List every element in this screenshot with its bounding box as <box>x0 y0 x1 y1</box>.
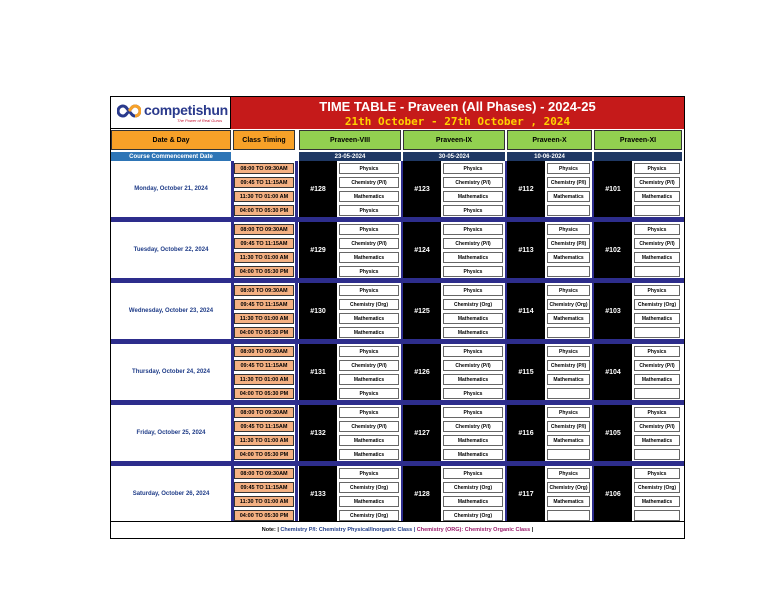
subject-cell: Mathematics <box>339 191 399 202</box>
subject-cell: Chemistry (Org) <box>547 299 590 310</box>
lecture-number: #128 <box>299 161 337 217</box>
subject-cell: Chemistry (Org) <box>634 482 680 493</box>
subject-cell: Physics <box>634 346 680 357</box>
subject-cell: Chemistry (P/I) <box>547 238 590 249</box>
subject-cell: Mathematics <box>634 191 680 202</box>
timetable-sheet <box>110 96 685 539</box>
subject-cell <box>547 388 590 399</box>
batch-start-date: 10-06-2024 <box>507 152 592 161</box>
subject-cell: Mathematics <box>547 374 590 385</box>
column-separator <box>295 283 298 339</box>
subject-cell: Mathematics <box>547 313 590 324</box>
subject-cell: Physics <box>547 407 590 418</box>
subject-cell: Physics <box>443 407 503 418</box>
lecture-number: #131 <box>299 344 337 400</box>
lecture-number: #104 <box>594 344 632 400</box>
note-chem-pi: Chemistry P/I: Chemistry Physical/Inorganic Class <box>280 527 413 533</box>
column-separator <box>295 344 298 400</box>
subject-cell: Physics <box>443 468 503 479</box>
subject-cell: Chemistry (P/I) <box>547 177 590 188</box>
subject-cell: Mathematics <box>339 374 399 385</box>
day-label: Friday, October 25, 2024 <box>136 430 206 436</box>
lecture-number: #114 <box>507 283 545 339</box>
subject-cell: Chemistry (P/I) <box>443 360 503 371</box>
subject-cell <box>634 510 680 521</box>
column-separator <box>295 405 298 461</box>
subject-cell: Chemistry (P/I) <box>547 421 590 432</box>
lecture-number: #102 <box>594 222 632 278</box>
footnote <box>111 521 684 538</box>
time-slot: 08:00 TO 09:30AM <box>234 163 294 174</box>
subject-cell: Chemistry (Org) <box>634 299 680 310</box>
time-slot: 04:00 TO 05:30 PM <box>234 449 294 460</box>
subject-cell: Chemistry (Org) <box>443 299 503 310</box>
time-slot: 09:45 TO 11:15AM <box>234 177 294 188</box>
subject-cell: Mathematics <box>634 252 680 263</box>
lecture-number: #127 <box>403 405 441 461</box>
subject-cell: Physics <box>634 285 680 296</box>
lecture-number: #106 <box>594 466 632 522</box>
subject-cell: Chemistry (P/I) <box>634 238 680 249</box>
subject-cell: Physics <box>339 407 399 418</box>
commencement-label: Course Commencement Date <box>111 152 231 161</box>
subject-cell: Mathematics <box>443 449 503 460</box>
day-label: Tuesday, October 22, 2024 <box>133 247 209 253</box>
subject-cell: Chemistry (Org) <box>339 482 399 493</box>
subject-cell: Chemistry (Org) <box>443 510 503 521</box>
lecture-number: #117 <box>507 466 545 522</box>
subject-cell <box>634 205 680 216</box>
time-slot: 09:45 TO 11:15AM <box>234 299 294 310</box>
subject-cell: Chemistry (Org) <box>547 482 590 493</box>
subject-cell: Mathematics <box>443 191 503 202</box>
time-slot: 08:00 TO 09:30AM <box>234 346 294 357</box>
subject-cell: Physics <box>634 163 680 174</box>
lecture-number: #129 <box>299 222 337 278</box>
subject-cell: Mathematics <box>547 496 590 507</box>
batch-header: Praveen-VIII <box>299 130 401 150</box>
subject-cell: Mathematics <box>339 252 399 263</box>
subject-cell: Mathematics <box>634 435 680 446</box>
subject-cell <box>634 388 680 399</box>
subject-cell: Chemistry (P/I) <box>443 177 503 188</box>
subject-cell: Physics <box>547 468 590 479</box>
lecture-number: #105 <box>594 405 632 461</box>
subject-cell: Mathematics <box>443 327 503 338</box>
lecture-number: #116 <box>507 405 545 461</box>
subject-cell: Mathematics <box>443 252 503 263</box>
time-slot: 08:00 TO 09:30AM <box>234 407 294 418</box>
subject-cell: Physics <box>634 468 680 479</box>
subject-cell: Chemistry (P/I) <box>547 360 590 371</box>
note-suffix: | <box>531 527 534 533</box>
subject-cell: Chemistry (Org) <box>339 299 399 310</box>
subject-cell: Physics <box>339 266 399 277</box>
subject-cell: Chemistry (P/I) <box>339 360 399 371</box>
lecture-number: #128 <box>403 466 441 522</box>
subject-cell: Chemistry (Org) <box>443 482 503 493</box>
subject-cell <box>634 449 680 460</box>
header-class-timing: Class Timing <box>233 130 295 150</box>
time-slot: 08:00 TO 09:30AM <box>234 224 294 235</box>
subject-cell: Physics <box>547 224 590 235</box>
time-slot: 04:00 TO 05:30 PM <box>234 327 294 338</box>
subject-cell: Mathematics <box>634 496 680 507</box>
subject-cell: Mathematics <box>547 435 590 446</box>
subject-cell: Physics <box>443 285 503 296</box>
time-slot: 08:00 TO 09:30AM <box>234 285 294 296</box>
subject-cell: Mathematics <box>443 313 503 324</box>
note-separator: | <box>413 527 416 533</box>
subject-cell: Physics <box>339 205 399 216</box>
subject-cell: Mathematics <box>443 435 503 446</box>
time-slot: 11:30 TO 01:00 AM <box>234 252 294 263</box>
subject-cell: Physics <box>547 346 590 357</box>
lecture-number: #103 <box>594 283 632 339</box>
column-separator <box>295 161 298 217</box>
subject-cell: Physics <box>443 205 503 216</box>
subject-cell <box>634 266 680 277</box>
subject-cell <box>547 266 590 277</box>
subject-cell: Physics <box>443 266 503 277</box>
subject-cell: Chemistry (P/I) <box>634 177 680 188</box>
subject-cell: Physics <box>547 285 590 296</box>
subject-cell: Mathematics <box>339 327 399 338</box>
lecture-number: #133 <box>299 466 337 522</box>
brand-tagline: The Power of Real Gurus <box>177 118 223 123</box>
subject-cell <box>634 327 680 338</box>
time-slot: 09:45 TO 11:15AM <box>234 238 294 249</box>
subject-cell: Chemistry (P/I) <box>339 421 399 432</box>
subject-cell: Physics <box>339 388 399 399</box>
time-slot: 09:45 TO 11:15AM <box>234 482 294 493</box>
lecture-number: #101 <box>594 161 632 217</box>
subject-cell: Mathematics <box>339 435 399 446</box>
subject-cell: Physics <box>634 224 680 235</box>
subject-cell: Physics <box>339 285 399 296</box>
subject-cell: Mathematics <box>443 374 503 385</box>
time-slot: 11:30 TO 01:00 AM <box>234 313 294 324</box>
batch-start-date <box>594 152 682 161</box>
subject-cell <box>547 449 590 460</box>
lecture-number: #132 <box>299 405 337 461</box>
subject-cell: Mathematics <box>339 449 399 460</box>
subject-cell: Physics <box>634 407 680 418</box>
day-label: Monday, October 21, 2024 <box>134 186 208 192</box>
date-range: 21th October - 27th October , 2024 <box>344 115 571 128</box>
subject-cell: Physics <box>339 163 399 174</box>
subject-cell: Mathematics <box>443 496 503 507</box>
subject-cell <box>547 205 590 216</box>
subject-cell: Chemistry (Org) <box>339 510 399 521</box>
title-banner <box>231 97 684 129</box>
subject-cell: Chemistry (P/I) <box>339 238 399 249</box>
lecture-number: #113 <box>507 222 545 278</box>
subject-cell: Mathematics <box>547 252 590 263</box>
subject-cell: Mathematics <box>547 191 590 202</box>
day-label: Thursday, October 24, 2024 <box>132 369 210 375</box>
lecture-number: #126 <box>403 344 441 400</box>
subject-cell: Chemistry (P/I) <box>339 177 399 188</box>
time-slot: 11:30 TO 01:00 AM <box>234 435 294 446</box>
subject-cell: Physics <box>547 163 590 174</box>
header-date-day: Date & Day <box>111 130 231 150</box>
batch-header: Praveen-XI <box>594 130 682 150</box>
subject-cell: Physics <box>443 224 503 235</box>
time-slot: 08:00 TO 09:30AM <box>234 468 294 479</box>
day-label: Saturday, October 26, 2024 <box>132 491 210 497</box>
day-label: Wednesday, October 23, 2024 <box>128 308 214 314</box>
subject-cell <box>547 327 590 338</box>
column-separator <box>295 466 298 522</box>
batch-start-date: 30-05-2024 <box>403 152 505 161</box>
batch-start-date: 23-05-2024 <box>299 152 401 161</box>
subject-cell: Mathematics <box>339 313 399 324</box>
subject-cell: Chemistry (P/I) <box>443 238 503 249</box>
subject-cell: Chemistry (P/I) <box>634 421 680 432</box>
time-slot: 04:00 TO 05:30 PM <box>234 205 294 216</box>
lecture-number: #112 <box>507 161 545 217</box>
subject-cell: Mathematics <box>634 313 680 324</box>
brand-logo <box>111 97 231 129</box>
brand-name: competishun <box>144 102 228 118</box>
time-slot: 11:30 TO 01:00 AM <box>234 374 294 385</box>
note-prefix: Note: | <box>261 527 279 533</box>
batch-header: Praveen-IX <box>403 130 505 150</box>
subject-cell: Physics <box>339 468 399 479</box>
subject-cell: Physics <box>443 163 503 174</box>
subject-cell: Physics <box>443 388 503 399</box>
time-slot: 04:00 TO 05:30 PM <box>234 388 294 399</box>
lecture-number: #124 <box>403 222 441 278</box>
subject-cell: Mathematics <box>339 496 399 507</box>
time-slot: 11:30 TO 01:00 AM <box>234 191 294 202</box>
lecture-number: #130 <box>299 283 337 339</box>
batch-header: Praveen-X <box>507 130 592 150</box>
time-slot: 04:00 TO 05:30 PM <box>234 510 294 521</box>
subject-cell: Physics <box>339 346 399 357</box>
time-slot: 11:30 TO 01:00 AM <box>234 496 294 507</box>
subject-cell <box>547 510 590 521</box>
column-separator <box>295 222 298 278</box>
note-chem-org: Chemistry (ORG): Chemistry Organic Class <box>416 527 531 533</box>
time-slot: 09:45 TO 11:15AM <box>234 421 294 432</box>
time-slot: 09:45 TO 11:15AM <box>234 360 294 371</box>
subject-cell: Mathematics <box>634 374 680 385</box>
time-slot: 04:00 TO 05:30 PM <box>234 266 294 277</box>
lecture-number: #115 <box>507 344 545 400</box>
infinity-logo-icon <box>117 103 141 119</box>
subject-cell: Physics <box>443 346 503 357</box>
lecture-number: #123 <box>403 161 441 217</box>
subject-cell: Chemistry (P/I) <box>634 360 680 371</box>
subject-cell: Chemistry (P/I) <box>443 421 503 432</box>
page-title: TIME TABLE - Praveen (All Phases) - 2024-25 <box>319 99 596 114</box>
subject-cell: Physics <box>339 224 399 235</box>
lecture-number: #125 <box>403 283 441 339</box>
